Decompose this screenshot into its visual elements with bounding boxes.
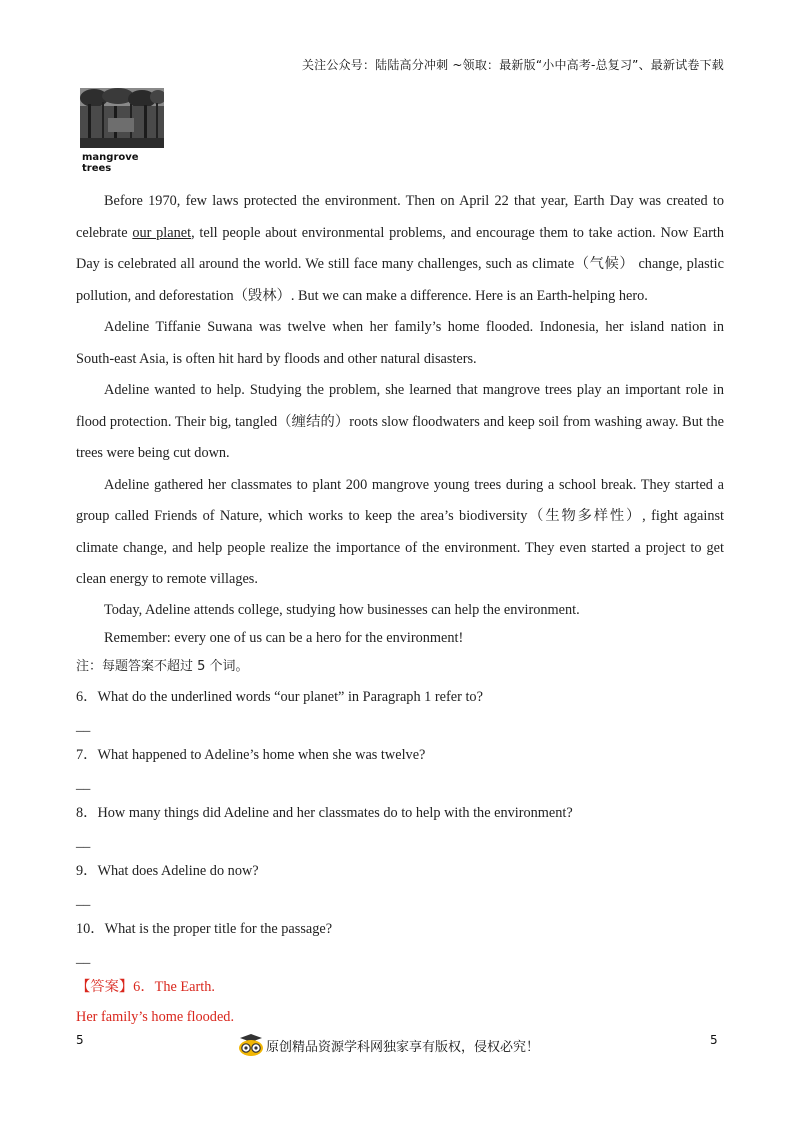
paragraph-1 <box>76 186 724 312</box>
paragraph-5: Today, Adeline attends college, studying how businesses can help the environment. <box>104 601 580 618</box>
copyright-text: 原创精品资源学科网独家享有版权，侵权必究！ <box>266 1039 540 1055</box>
question-7: 7．What happened to Adeline’s home when she was twelve? <box>76 746 426 763</box>
document-body <box>76 186 724 1032</box>
paragraph-3: Adeline wanted to help. Studying the problem, she learned that mangrove trees play an important role in flood protection. Their big, tangled（缠结的）roots slow floodwaters and keep soil from washing away. But the trees were being cut down. <box>76 382 724 461</box>
answer-blank-8: __ <box>76 833 91 850</box>
paragraph-6: Remember: every one of us can be a hero for the environment! <box>104 629 464 646</box>
underlined-phrase: our planet <box>132 224 192 241</box>
answer-note: 注：每题答案不超过 5 个词。 <box>76 658 249 674</box>
page-number-right: 5 <box>710 1033 718 1047</box>
page-number-left: 5 <box>76 1033 84 1047</box>
mangrove-photo <box>80 88 164 148</box>
paragraph-4: Adeline gathered her classmates to plant 200 mangrove young trees during a school break. They started a group called Friends of Nature, which works to keep the area’s biodiversity（生物多样性）, fight against climate change, and help people realize the importance of the environment. They even started a project to get clean energy to remote villages. <box>76 476 724 587</box>
question-9: 9．What does Adeline do now? <box>76 862 259 879</box>
paragraph-2: Adeline Tiffanie Suwana was twelve when her family’s home flooded. Indonesia, her island nation in South-east Asia, is often hit hard by floods and other natural disasters. <box>76 319 724 367</box>
page-header: 关注公众号：陆陆高分冲刺 ~领取：最新版“小中高考-总复习”、最新试卷下载 <box>301 58 724 72</box>
paragraph-1-end: , tell people about environmental problems, and encourage them to take action. Now Earth Day is celebrated all around the world. We still face many challenges, such as climate（气候） change, plastic pollution, and deforestation（毁林）. But we can make a difference. Here is an Earth-helping hero. <box>76 224 724 304</box>
answer-blank-10: __ <box>76 949 91 966</box>
question-8: 8．How many things did Adeline and her classmates do to help with the environment? <box>76 804 573 821</box>
mangrove-image <box>80 88 164 148</box>
answer-line-2: Her family’s home flooded. <box>76 1008 235 1025</box>
figure <box>80 88 166 174</box>
figure-caption: mangrove trees <box>82 152 139 174</box>
answer-blank-6: __ <box>76 717 91 734</box>
copyright-notice <box>238 1034 539 1056</box>
question-6: 6．What do the underlined words “our planet” in Paragraph 1 refer to? <box>76 688 483 705</box>
owl-logo-icon <box>238 1034 264 1056</box>
answer-blank-7: __ <box>76 775 91 792</box>
answer-line-1: 【答案】6．The Earth. <box>76 978 215 995</box>
question-10: 10．What is the proper title for the passage? <box>76 920 333 937</box>
paragraph-1-start: Before 1970, few laws protected the environment. Then on April 22 that year, Earth Day was created to celebrate <box>76 193 724 241</box>
answer-blank-9: __ <box>76 891 91 908</box>
